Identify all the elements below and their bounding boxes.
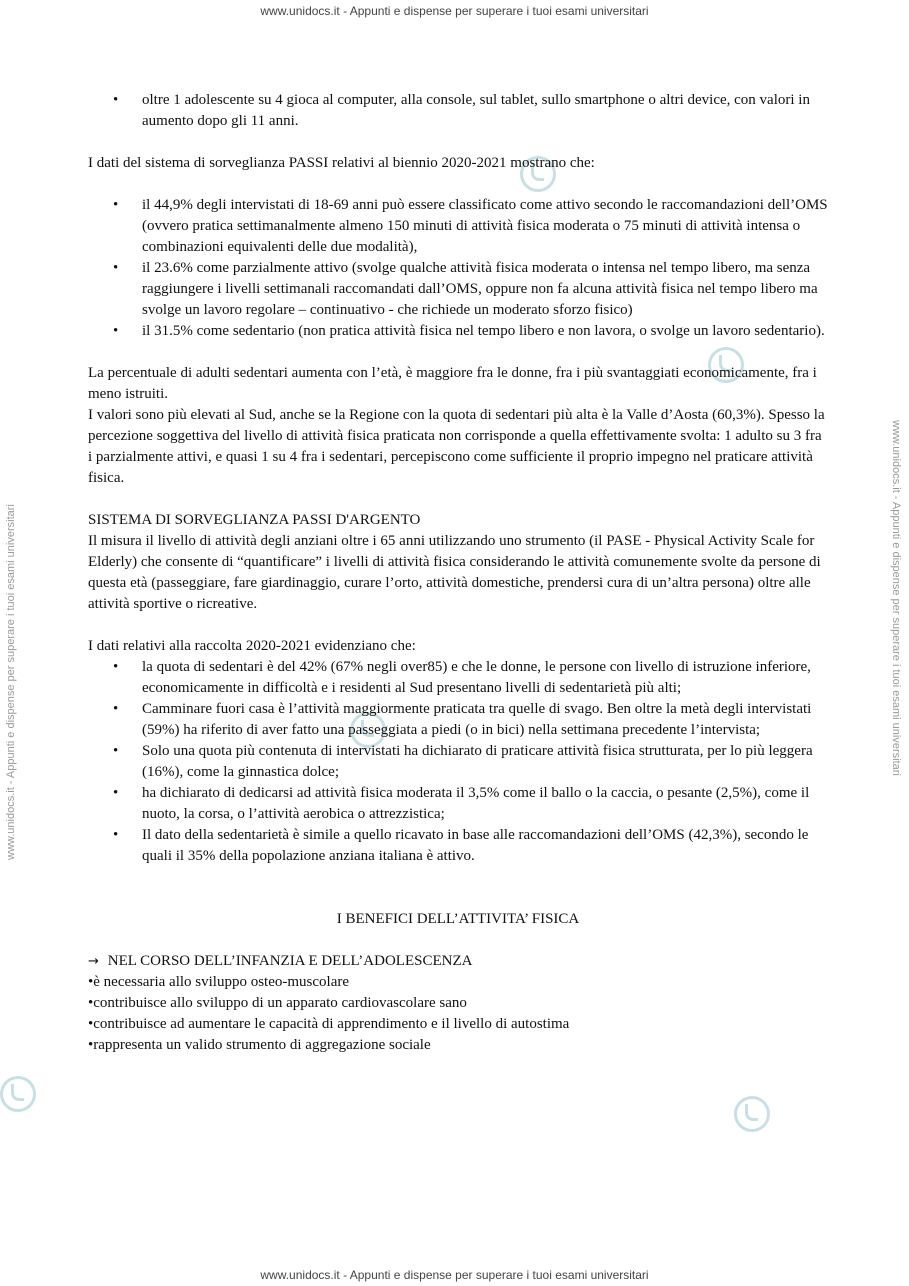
list-item: • Camminare fuori casa è l’attività maggiormente praticata tra quelle di svago. Ben oltre la metà degli intervistati (59%) ha riferito di aver fatto una passeggiata a piedi (o in bici) nella settimana precedente l’intervista; <box>88 699 828 741</box>
paragraph-adults-age: La percentuale di adulti sedentari aumenta con l’età, è maggiore fra le donne, fra i più svantaggiati economicamente, fra i meno istruiti. <box>88 365 817 402</box>
list-item: •contribuisce allo sviluppo di un apparato cardiovascolare sano <box>88 995 467 1011</box>
document-body <box>88 90 828 1056</box>
paragraph-adults-region: I valori sono più elevati al Sud, anche se la Regione con la quota di sedentari più alta è la Valle d’Aosta (60,3%). Spesso la percezione soggettiva del livello di attività fisica praticata non corrisponde a quella effettivamente svolta: 1 adulto su 3 fra i parzialmente attivi, e quasi 1 su 4 fra i sedentari, percepiscono come sufficiente il proprio impegno nel praticare attività fisica. <box>88 407 825 486</box>
subheading-infanzia-text: NEL CORSO DELL’INFANZIA E DELL’ADOLESCENZA <box>107 953 473 969</box>
watermark-side-left: www.unidocs.it - Appunti e dispense per superare i tuoi esami universitari <box>5 504 17 860</box>
list-item: •contribuisce ad aumentare le capacità di apprendimento e il livello di autostima <box>88 1016 570 1032</box>
list-item: • il 44,9% degli intervistati di 18-69 anni può essere classificato come attivo secondo le raccomandazioni dell’OMS (ovvero pratica settimanalmente almeno 150 minuti di attività fisica moderata o 75 minuti di attività intensa o combinazioni equivalenti delle due modalità), <box>88 195 828 258</box>
list-item: •è necessaria allo sviluppo osteo-muscolare <box>88 974 349 990</box>
arrow-right-icon: → <box>88 954 99 969</box>
bullet-list-adolescents <box>88 90 828 132</box>
list-item: • oltre 1 adolescente su 4 gioca al computer, alla console, sul tablet, sullo smartphone o altri device, con valori in aumento dopo gli 11 anni. <box>88 90 828 132</box>
list-item: •rappresenta un valido strumento di aggregazione sociale <box>88 1037 431 1053</box>
paragraph-passi: I dati del sistema di sorveglianza PASSI relativi al biennio 2020-2021 mostrano che: <box>88 155 595 171</box>
list-item: • Solo una quota più contenuta di intervistati ha dichiarato di praticare attività fisica strutturata, per lo più leggera (16%), come la ginnastica dolce; <box>88 741 828 783</box>
list-item: • Il dato della sedentarietà è simile a quello ricavato in base alle raccomandazioni dell’OMS (42,3%), secondo le quali il 35% della popolazione anziana italiana è attivo. <box>88 825 828 867</box>
bullet-list-passi <box>88 195 828 342</box>
watermark-logo-icon <box>734 1096 770 1132</box>
watermark-header: www.unidocs.it - Appunti e dispense per superare i tuoi esami universitari <box>260 4 649 18</box>
paragraph-dati-raccolta: I dati relativi alla raccolta 2020-2021 evidenziano che: <box>88 638 416 654</box>
bullet-list-anziani <box>88 657 828 867</box>
list-item: • la quota di sedentari è del 42% (67% negli over85) e che le donne, le persone con livello di istruzione inferiore, economicamente in difficoltà e i residenti al Sud presentano livelli di sedentarietà più alti; <box>88 657 828 699</box>
bullet-list-benefici <box>88 972 828 1056</box>
list-item: • ha dichiarato di dedicarsi ad attività fisica moderata il 3,5% come il ballo o la caccia, o pesante (2,5%), come il nuoto, la corsa, o l’attività aerobica o attrezzistica; <box>88 783 828 825</box>
watermark-footer: www.unidocs.it - Appunti e dispense per superare i tuoi esami universitari <box>260 1268 649 1282</box>
list-item: • il 23.6% come parzialmente attivo (svolge qualche attività fisica moderata o intensa nel tempo libero, ma senza raggiungere i livelli settimanali raccomandati dall’OMS, oppure non fa alcuna attività fisica nel tempo libero ma svolge un lavoro regolare – continuativo - che richiede un moderato sforzo fisico) <box>88 258 828 321</box>
paragraph-passi-argento: Il misura il livello di attività degli anziani oltre i 65 anni utilizzando uno strumento (il PASE - Physical Activity Scale for Elderly) che consente di “quantificare” i livelli di attività fisica considerando le attività comunemente svolte da persone di questa età (passeggiare, fare giardinaggio, curare l’orto, attività domestiche, prendersi cura di un’altra persona) oltre alle attività sportive o ricreative. <box>88 533 821 612</box>
watermark-side-right: www.unidocs.it - Appunti e dispense per superare i tuoi esami universitari <box>890 420 902 776</box>
section-heading-benefici: I BENEFICI DELL’ATTIVITA’ FISICA <box>336 911 580 927</box>
watermark-logo-icon <box>0 1076 36 1112</box>
section-heading-passi-argento: SISTEMA DI SORVEGLIANZA PASSI D'ARGENTO <box>88 512 421 528</box>
subheading-infanzia <box>88 951 828 972</box>
list-item: • il 31.5% come sedentario (non pratica attività fisica nel tempo libero e non lavora, o svolge un lavoro sedentario). <box>88 321 828 342</box>
